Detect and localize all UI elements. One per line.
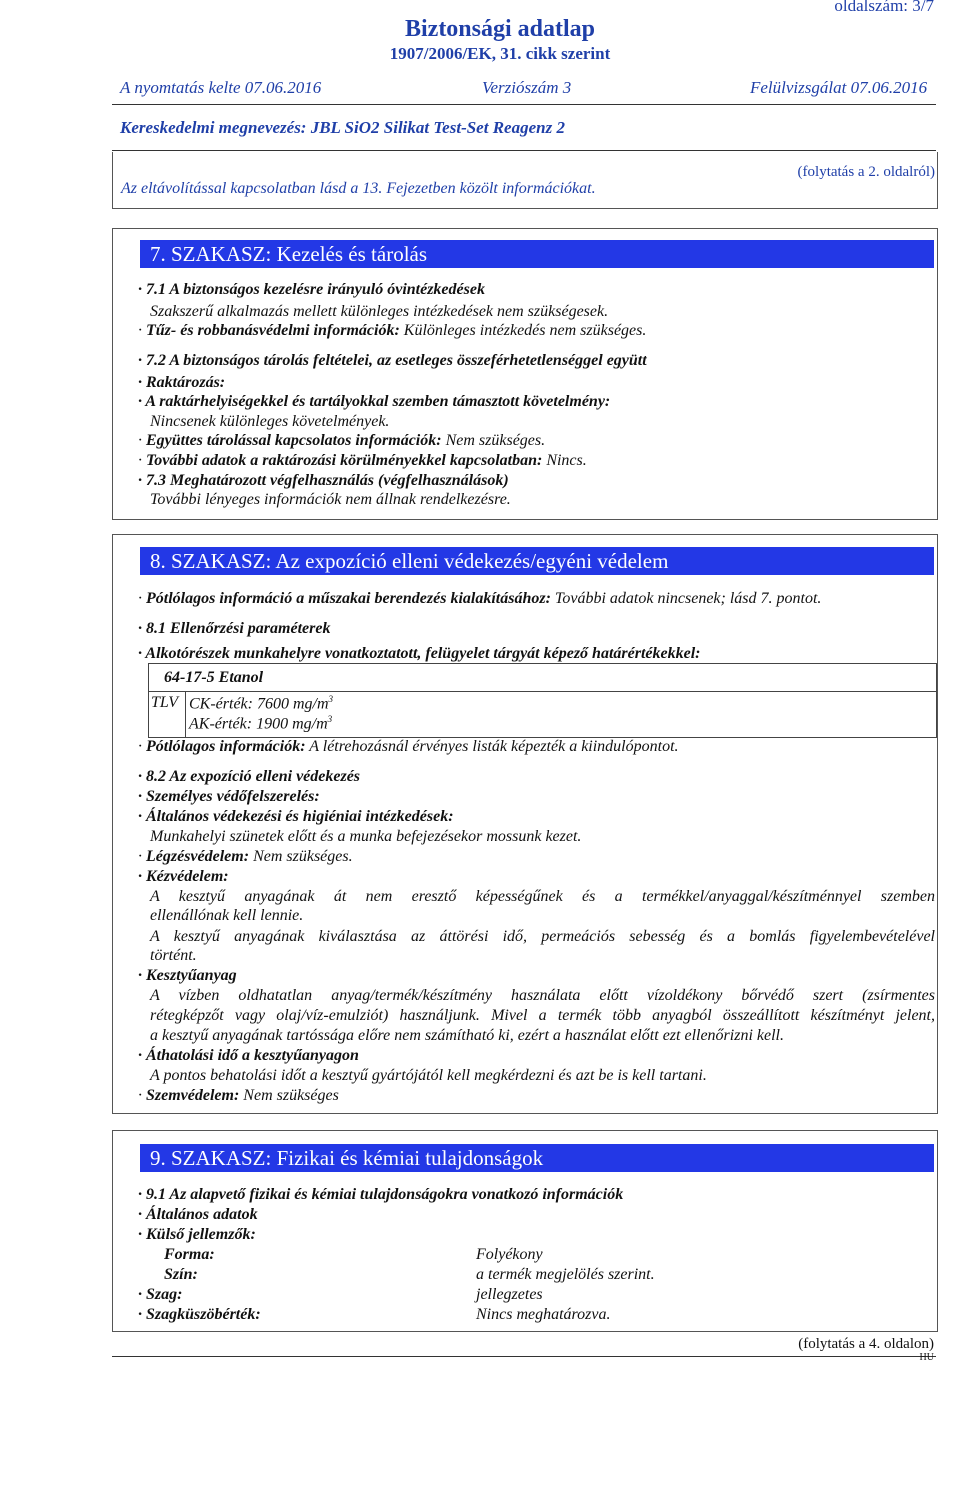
previous-section-box <box>112 152 938 209</box>
section7-title: 7. SZAKASZ: Kezelés és tárolás <box>140 240 934 268</box>
general-data: · Általános adatok <box>138 1206 258 1223</box>
penetration-label: · Áthatolási idő a kesztyűanyagon <box>138 1047 359 1064</box>
respiratory-protection: · Légzésvédelem: Nem szükséges. <box>138 848 353 865</box>
footer-divider <box>112 1356 936 1357</box>
tlv-label: TLV <box>151 694 178 711</box>
further-storage: · További adatok a raktározási körülményekkel kapcsolatban: Nincs. <box>138 452 587 469</box>
substance-name: 64-17-5 Etanol <box>164 669 264 686</box>
form-label: Forma: <box>164 1246 215 1263</box>
document-subtitle: 1907/2006/EK, 31. cikk szerint <box>389 44 611 63</box>
s81-heading: · 8.1 Ellenőrzési paraméterek <box>138 620 331 637</box>
s72-heading: · 7.2 A biztonságos tárolás feltételei, az esetleges összeférhetetlenséggel együtt <box>138 352 647 369</box>
trade-divider <box>112 150 936 151</box>
revision-date: Felülvizsgálat 07.06.2016 <box>750 78 928 97</box>
ppe-label: · Személyes védőfelszerelés: <box>138 788 320 805</box>
page-number: oldalszám: 3/7 <box>834 0 934 15</box>
penetration-text: A pontos behatolási időt a kesztyű gyártójától kell megkérdezni és azt be is kell tartani. <box>150 1067 707 1084</box>
version-number: Verziószám 3 <box>482 78 572 97</box>
disposal-note: Az eltávolítással kapcsolatban lásd a 13. Fejezetben közölt információkat. <box>121 180 596 197</box>
document-title: Biztonsági adatlap <box>404 16 596 42</box>
odor-label: · Szag: <box>138 1286 183 1303</box>
trade-name: Kereskedelmi megnevezés: JBL SiO2 Silikat Test-Set Reagenz 2 <box>120 118 565 137</box>
continued-from: (folytatás a 2. oldalról) <box>797 164 935 180</box>
s71-heading: · 7.1 A biztonságos kezelésre irányuló óvintézkedések <box>138 281 485 298</box>
hygiene-text: Munkahelyi szünetek előtt és a munka befejezésekor mossunk kezet. <box>150 828 582 845</box>
section8-title: 8. SZAKASZ: Az expozíció elleni védekezés/egyéni védelem <box>140 547 934 575</box>
print-date: A nyomtatás kelte 07.06.2016 <box>120 78 322 97</box>
ck-value: CK-érték: 7600 $mg/m^3$ <box>189 694 334 713</box>
tlv-divider <box>185 691 186 737</box>
technical-info: · Pótlólagos információ a műszakai berendezés kialakításához: További adatok nincsenek; lásd 7. pontot. <box>138 590 822 607</box>
color-label: Szín: <box>164 1266 198 1283</box>
limits-table <box>148 663 937 738</box>
joint-storage: · Együttes tárolással kapcsolatos információk: Nem szükséges. <box>138 432 546 449</box>
s73-heading: · 7.3 Meghatározott végfelhasználás (végfelhasználások) <box>138 472 509 489</box>
ak-value: AK-érték: 1900 $mg/m^3$ <box>189 714 333 733</box>
odor-threshold-label: · Szagküszöbérték: <box>138 1306 261 1323</box>
language-code: HU <box>919 1352 934 1363</box>
storeroom-label: · A raktárhelyiségekkel és tartályokkal szemben támasztott követelmény: <box>138 393 611 410</box>
color-value: a termék megjelölés szerint. <box>476 1266 655 1283</box>
continued-on: (folytatás a 4. oldalon) <box>798 1336 934 1352</box>
hand-text-3: A kesztyű anyagának kiválasztása az áttörési idő, permeációs sebesség és a bomlás figyelembevételével <box>150 928 935 945</box>
glove-text-3: a kesztyű anyagának tartóssága előre nem számítható ki, ezért a használat előtt ezt ellenőrizni kell. <box>150 1027 784 1044</box>
odor-value: jellegzetes <box>476 1286 543 1303</box>
appearance-label: · Külső jellemzők: <box>138 1226 256 1243</box>
hand-text-4: történt. <box>150 947 197 964</box>
hand-text-2: ellenállónak kell lennie. <box>150 907 304 924</box>
glove-text-2: rétegképzőt vagy olaj/víz-emulziót) használjunk. Mivel a termék több anyagból összeállított készítményt jelent, <box>150 1007 935 1024</box>
components-label: · Alkotórészek munkahelyre vonatkoztatott, felügyelet tárgyát képező határértékekkel: <box>138 645 701 662</box>
storeroom-text: Nincsenek különleges követelmények. <box>150 413 390 430</box>
glove-text-1: A vízben oldhatatlan anyag/termék/készítmény használata előtt vízoldékony bőrvédő szert (zsírmentes <box>150 987 935 1004</box>
s71-text: Szakszerű alkalmazás mellett különleges intézkedések nem szükségesek. <box>150 303 609 320</box>
odor-threshold-value: Nincs meghatározva. <box>476 1306 611 1323</box>
s73-text: További lényeges információk nem állnak rendelkezésre. <box>150 491 511 508</box>
storage-label: · Raktározás: <box>138 374 226 391</box>
hand-text-1: A kesztyű anyagának át nem eresztő képességűnek és a termékkel/anyaggal/készítménnyel szemben <box>150 888 935 905</box>
eye-protection: · Szemvédelem: Nem szükséges <box>138 1087 339 1104</box>
s91-heading: · 9.1 Az alapvető fizikai és kémiai tulajdonságokra vonatkozó információk <box>138 1186 624 1203</box>
form-value: Folyékony <box>476 1246 543 1263</box>
hand-protection-label: · Kézvédelem: <box>138 868 229 885</box>
section9-title: 9. SZAKASZ: Fizikai és kémiai tulajdonságok <box>140 1144 934 1172</box>
s82-heading: · 8.2 Az expozíció elleni védekezés <box>138 768 361 785</box>
header-divider <box>112 104 936 105</box>
additional-info: · Pótlólagos információk: A létrehozásnál érvényes listák képezték a kiindulópontot. <box>138 738 679 755</box>
table-divider <box>149 691 936 692</box>
hygiene-label: · Általános védekezési és higiéniai intézkedések: <box>138 808 454 825</box>
glove-material-label: · Kesztyűanyag <box>138 967 237 984</box>
fire-info: · Tűz- és robbanásvédelmi információk: Különleges intézkedés nem szükséges. <box>138 322 647 339</box>
